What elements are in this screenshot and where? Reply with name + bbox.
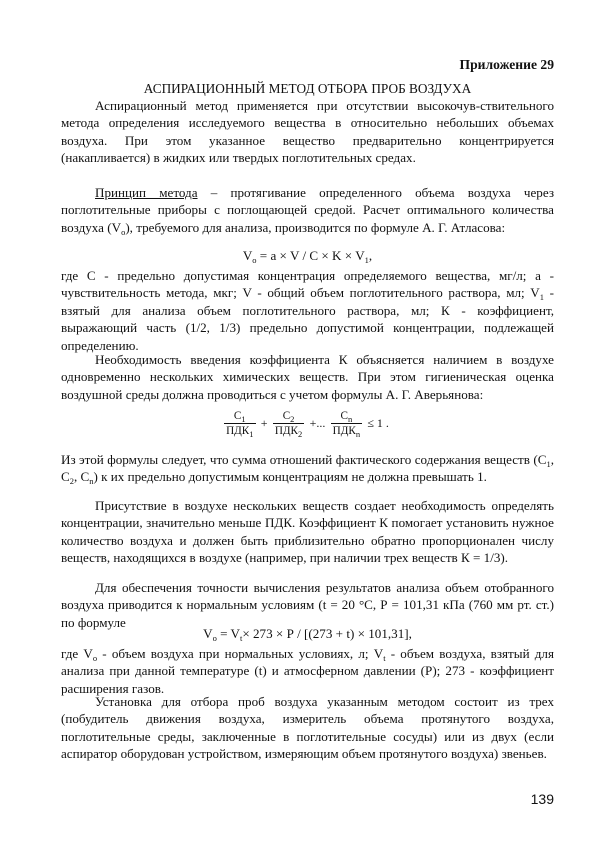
- paragraph-necessity: Необходимость введения коэффициента К объясняется наличием в воздухе одновременно нескольких химических веществ. При этом гигиеническая оценка воздушной среды должна проводиться с учетом формулы А. Г. Аверьянова:: [61, 352, 554, 402]
- fraction-n: $\frac{C_n}{ПДК_n}$: [332, 410, 361, 439]
- appendix-label: Приложение 29: [459, 57, 554, 72]
- fraction-1: $\frac{C_1}{ПДК_1}$: [226, 410, 254, 439]
- paragraph-variables: где С - предельно допустимая концентрация определяемого вещества, мг/л; a - чувствительность метода, мкг; V - общий объем поглотительного раствора, мл; $V_1$ - взятый для анализа объем поглотительного раствора, мл; К - коэффициент, выражающий часть (1/2, 1/3) предельно допустимой концентрации, подлежащей определению.: [61, 268, 554, 353]
- formula-normalization: $V_o = V_t\times 273 \times Р / [(273 + t) \times 101,31]$,: [203, 626, 412, 643]
- paragraph-conclusion: Из этой формулы следует, что сумма отношений фактического содержания веществ ($С_1$, $С_2$, $С_n$) к их предельно допустимым концентрациям не должна превышать 1.: [61, 452, 554, 487]
- fraction-2: $\frac{C_2}{ПДК_2}$: [274, 410, 303, 439]
- paragraph-where: где $V_o$ - объем воздуха при нормальных условиях, л; $V_t$ - объем воздуха, взятый для анализа при данной температуре (t) и атмосферном давлении (Р); 273 - коэффициент расширения газов.: [61, 646, 554, 696]
- paragraph-presence: Присутствие в воздухе нескольких веществ создает необходимость определять концентрации, значительно меньше ПДК. Коэффициент К помогает установить нужное количество воздуха и должен быть приблизительно обратно пропорционален числу веществ, находящихся в воздухе (например, при наличии трех веществ К = 1/3).: [61, 498, 554, 566]
- paragraph-accuracy: Для обеспечения точности вычисления результатов анализа объем отобранного воздуха приводится к нормальным условиям (t = 20 °С, Р = 101,31 кПа (760 мм рт. ст.) по формуле: [61, 580, 554, 630]
- formula-atlasov: $V_o = a \times V / C \times K \times V_1$,: [242, 248, 373, 265]
- formula-averyanov: $\frac{C_1}{ПДК_1}$ + $\frac{C_2}{ПДК_2}$ +... $\frac{C_n}{ПДК_n}$ ≤ 1 .: [226, 410, 389, 439]
- section-title: АСПИРАЦИОННЫЙ МЕТОД ОТБОРА ПРОБ ВОЗДУХА: [143, 81, 472, 96]
- paragraph-intro: Аспирационный метод применяется при отсутствии высокочув-ствительного метода определения исследуемого вещества в относительно небольших объемах воздуха. При этом указанное вещество предварительно концентрируется (накапливается) в жидких или твердых поглотительных средах.: [61, 98, 554, 166]
- principle-term: Принцип метода: [95, 185, 198, 200]
- paragraph-principle: Принцип метода – протягивание определенного объема воздуха через поглотительные приборы с поглощающей средой. Расчет оптимального количества воздуха $(V_o)$, требуемого для анализа, производится по формуле А. Г. Атласова:: [61, 185, 554, 237]
- paragraph-setup: Установка для отбора проб воздуха указанным методом состоит из трех (побудитель движения воздуха, измеритель объема протянутого воздуха, поглотительные среды, заключенные в поглотительные сосуды) или из двух (если аспиратор оборудован устройством, измеряющим объем протянутого воздуха) звеньев.: [61, 694, 554, 762]
- page-number: 139: [530, 791, 554, 807]
